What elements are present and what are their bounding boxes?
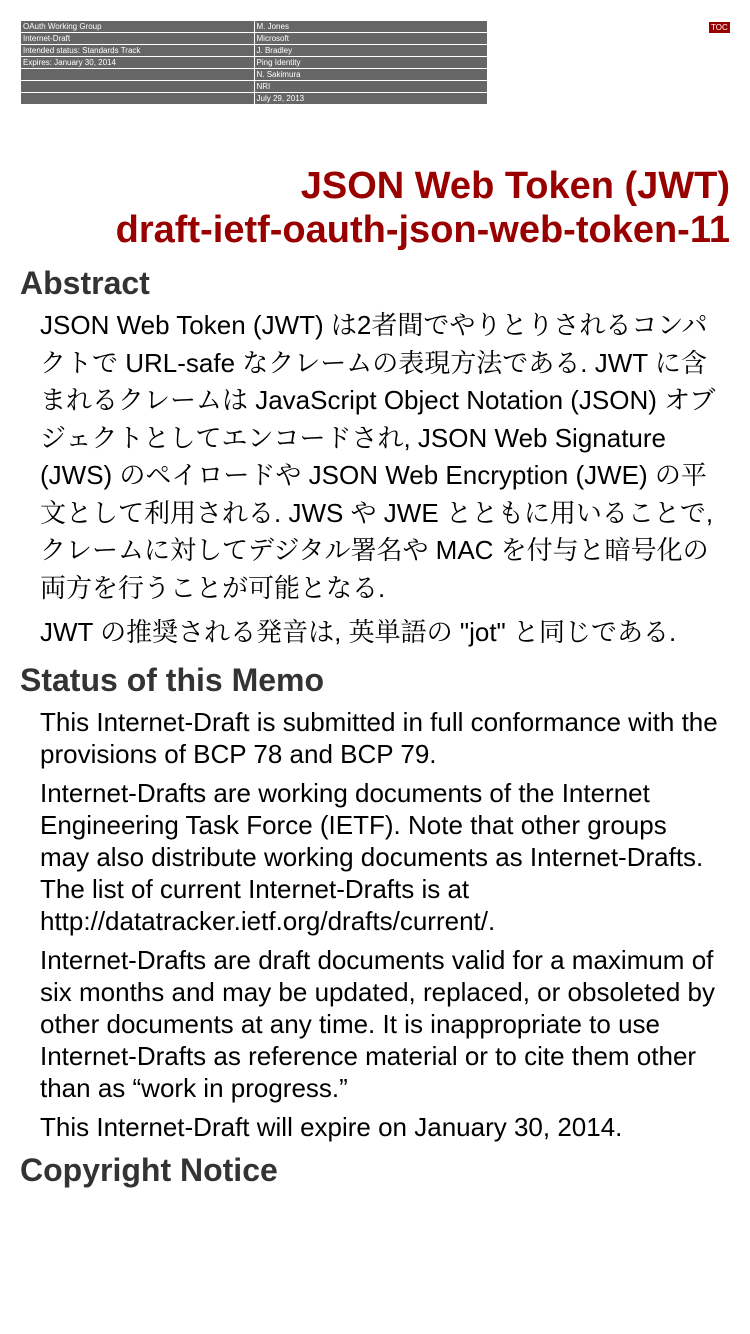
copyright-heading: Copyright Notice (20, 1151, 278, 1188)
document-title (116, 164, 730, 252)
abstract-section (20, 263, 720, 652)
header-right-cell: M. Jones (254, 21, 488, 33)
header-row (21, 21, 488, 33)
header-left-cell (21, 69, 255, 81)
header-left-cell: Internet-Draft (21, 33, 255, 45)
header-left-cell: Intended status: Standards Track (21, 45, 255, 57)
abstract-paragraph: JWT の推奨される発音は, 英単語の "jot" と同じである. (40, 617, 677, 647)
header-left-cell: OAuth Working Group (21, 21, 255, 33)
document-body (20, 263, 720, 1190)
header-left-cell (21, 81, 255, 93)
header-row (21, 93, 488, 105)
abstract-heading: Abstract (20, 265, 150, 301)
header-right-cell: Microsoft (254, 33, 488, 45)
status-paragraph: Internet-Drafts are draft documents valid for a maximum of six months and may be updated, replaced, or obsoleted by other documents at any time. It is inappropriate to use Internet-Drafts as reference material or to cite them other than as “work in progress.” (40, 944, 715, 1103)
header-row (21, 33, 488, 45)
header-right-cell: July 29, 2013 (254, 93, 488, 105)
status-heading: Status of this Memo (20, 661, 325, 698)
header-row (21, 69, 488, 81)
header-right-cell: N. Sakimura (254, 69, 488, 81)
status-section (20, 660, 720, 1143)
title-line-1: JSON Web Token (JWT) (300, 165, 730, 207)
status-paragraph: This Internet-Draft will expire on January 30, 2014. (40, 1111, 623, 1142)
copyright-section (20, 1150, 720, 1190)
title-line-2: draft-ietf-oauth-json-web-token-11 (115, 209, 730, 251)
header-row (21, 81, 488, 93)
status-paragraph: Internet-Drafts are working documents of the Internet Engineering Task Force (IETF). Note that other groups may also distribute working documents as Internet-Drafts. The list of current Internet-Drafts is at http://datatracker.ietf.org/drafts/current/. (40, 777, 704, 936)
header-left-cell: Expires: January 30, 2014 (21, 57, 255, 69)
header-right-cell: NRI (254, 81, 488, 93)
toc-link[interactable]: TOC (708, 21, 731, 34)
header-left-cell (21, 93, 255, 105)
header-row (21, 57, 488, 69)
header-row (21, 45, 488, 57)
header-right-cell: J. Bradley (254, 45, 488, 57)
document-header-table (20, 20, 488, 105)
abstract-paragraph: JSON Web Token (JWT) は2者間でやりとりされるコンパクトで URL-safe なクレームの表現方法である. JWT に含まれるクレームは JavaScript Object Notation (JSON) オブジェクトとしてエンコードされ, JSON Web Signature (JWS) のペイロードや JSON Web Encryption (JWE) の平文として利用される. JWS や JWE とともに用いることで, クレームに対してデジタル署名や MAC を付与と暗号化の両方を行うことが可能となる. (40, 310, 716, 603)
header-right-cell: Ping Identity (254, 57, 488, 69)
status-paragraph: This Internet-Draft is submitted in full conformance with the provisions of BCP 78 and BCP 79. (40, 706, 718, 769)
